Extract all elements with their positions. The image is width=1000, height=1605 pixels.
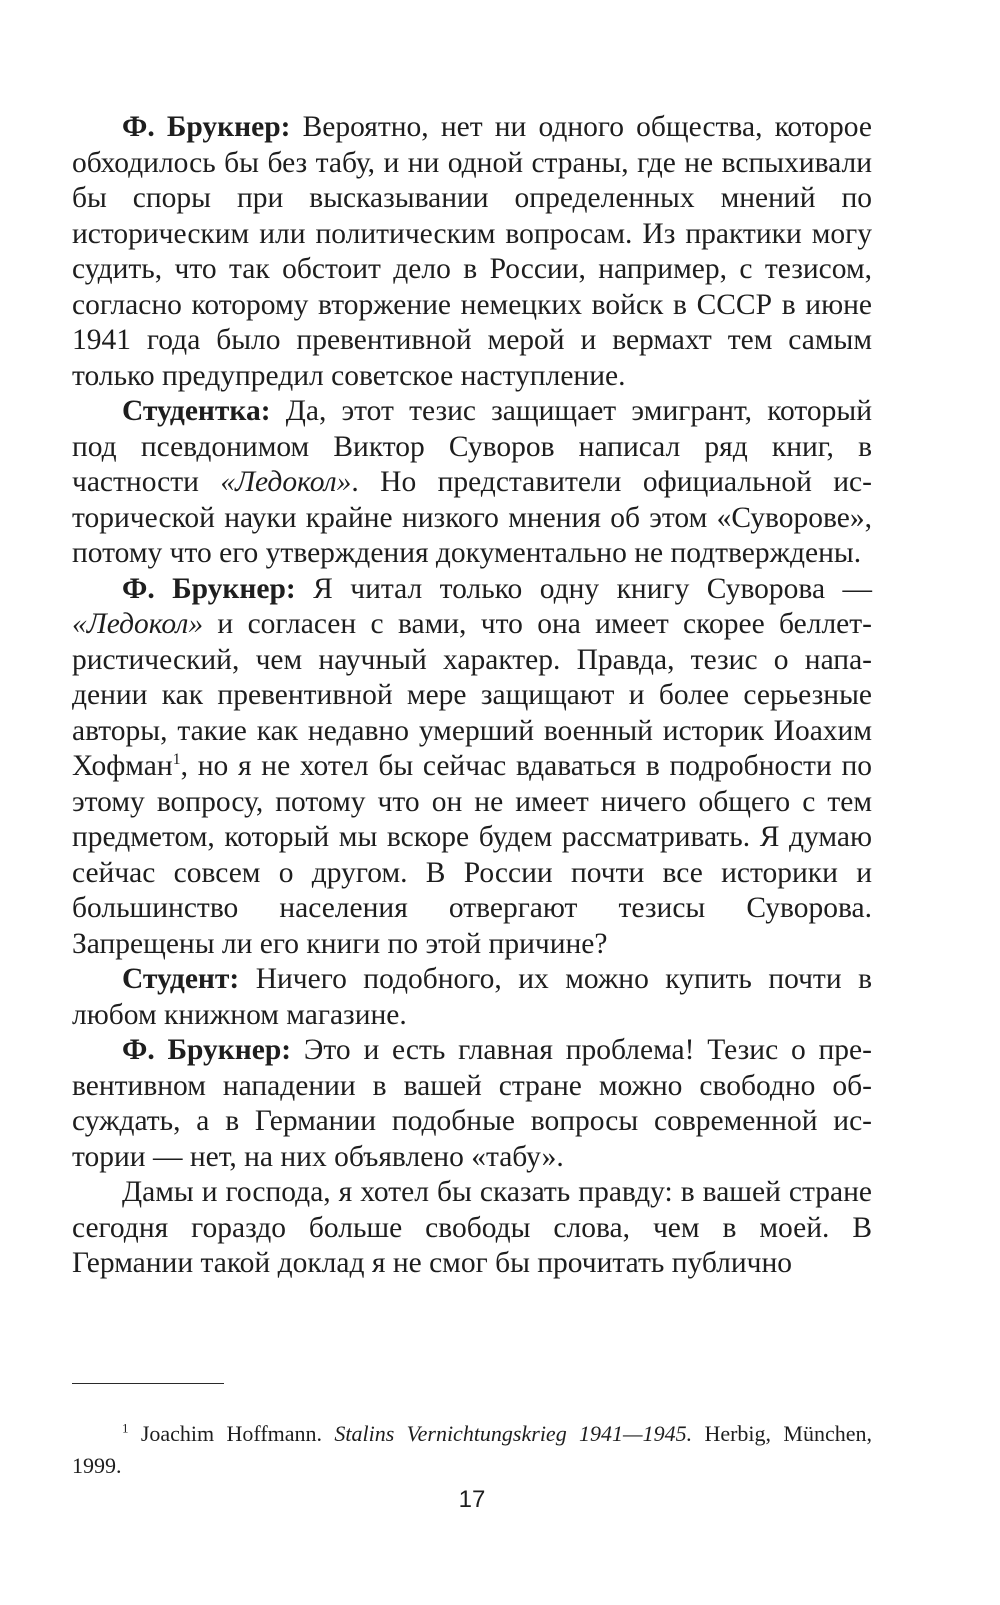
paragraph-text: и согласен с вами, что она имеет скорее беллетристический, чем научный характер. Правда, тезис о нападении как превентивной мере защищают и более серьезные авторы, такие как недавно умерший военный историк Иоахим Хофман <box>72 608 872 782</box>
book-title: «Ледокол» <box>220 466 352 498</box>
book-title: «Ледокол» <box>72 608 204 640</box>
footnote-marker: 1 <box>122 1420 129 1436</box>
main-text <box>72 110 872 1282</box>
paragraph-text: Ничего подобного, их можно купить почти в любом книжном магазине. <box>72 963 872 1031</box>
footnote-author: Joachim Hoffmann. <box>128 1421 335 1446</box>
footnote <box>72 1418 872 1482</box>
speaker-label: Студент: <box>122 963 240 995</box>
paragraph-text: . Но представители официальной исторической науки крайне низкого мнения об этом «Суворове», потому что его утверждения документально не подтверждены. <box>72 466 872 569</box>
paragraph-text: Да, этот тезис защищает эмигрант, который под псевдонимом Виктор Суворов написал ряд книг, в частности <box>72 395 872 498</box>
speaker-label: Ф. Брукнер: <box>122 1034 292 1066</box>
footnote-reference: 1 <box>172 751 181 769</box>
paragraph-5 <box>72 1033 872 1175</box>
speaker-label: Ф. Брукнер: <box>122 572 296 605</box>
footnote-title: Stalins Vernichtungskrieg 1941—1945. <box>334 1421 693 1446</box>
footnote-divider <box>72 1383 224 1384</box>
paragraph-1 <box>72 110 872 394</box>
page-number: 17 <box>458 1486 486 1513</box>
paragraph-3 <box>72 572 872 963</box>
paragraph-4 <box>72 962 872 1033</box>
paragraph-text: Это и есть главная проблема! Тезис о превентивном нападении в вашей стране можно свободно обсуждать, а в Германии подобные вопросы современной истории — нет, на них объявлено «табу». <box>72 1034 872 1173</box>
speaker-label: Студентка: <box>122 395 271 427</box>
paragraph-2 <box>72 394 872 572</box>
footnote-publisher: Herbig, München, 1999. <box>72 1421 872 1478</box>
paragraph-text: Я читал только одну книгу Суворова — <box>295 572 872 605</box>
paragraph-6 <box>72 1175 872 1282</box>
paragraph-text: Вероятно, нет ни одного общества, которое обходилось бы без табу, и ни одной страны, где не вспыхивали бы споры при высказывании определенных мнений по историческим или политическим вопросам. Из практики могу судить, что так обстоит дело в России, например, с тезисом, согласно которому вторжение немецких войск в СССР в июне 1941 года было превентивной мерой и вермахт тем самым только предупредил советское наступление. <box>72 111 872 392</box>
paragraph-text: Дамы и господа, я хотел бы сказать правду: в вашей стране сегодня гораздо больше свободы слова, чем в моей. В Германии такой доклад я не смог бы прочитать публично <box>72 1176 872 1279</box>
paragraph-text: , но я не хотел бы сейчас вдаваться в подробности по этому вопросу, потому что он не имеет ничего общего с тем предметом, который мы вскоре будем рассматривать. Я думаю сейчас совсем о другом. В России почти все историки и большинство населения отвергают тезисы Суворова. Запрещены ли его книги по этой причине? <box>72 750 872 960</box>
speaker-label: Ф. Брукнер: <box>122 111 291 143</box>
